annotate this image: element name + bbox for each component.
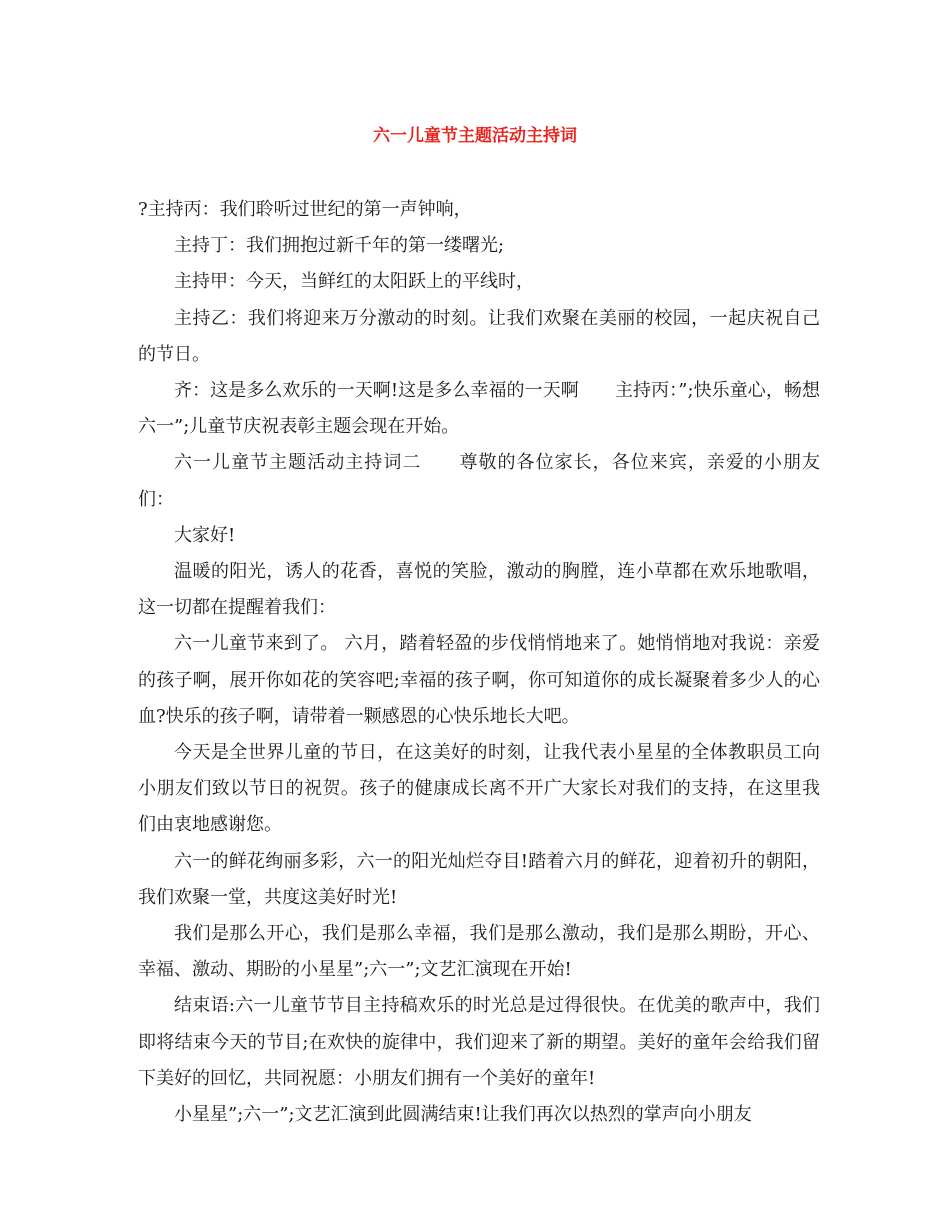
paragraph: 大家好! (174, 524, 236, 546)
paragraph: 我们是那么开心，我们是那么幸福，我们是那么激动，我们是那么期盼，开心、幸福、激动、期盼的小星星”;六一”;文艺汇演现在开始! (138, 923, 820, 981)
paragraph: 六一儿童节主题活动主持词二 尊敬的各位家长，各位来宾，亲爱的小朋友们： (138, 452, 820, 510)
paragraph: 六一儿童节来到了。 六月，踏着轻盈的步伐悄悄地来了。她悄悄地对我说：亲爱的孩子啊，展开你如花的笑容吧;幸福的孩子啊，你可知道你的成长凝聚着多少人的心血?快乐的孩子啊，请带着一颗感恩的心快乐地长大吧。 (138, 633, 820, 727)
document-body (138, 192, 820, 1133)
paragraph: 温暖的阳光，诱人的花香，喜悦的笑脸，激动的胸膛，连小草都在欢乐地歌唱，这一切都在提醒着我们： (138, 561, 820, 619)
paragraph: ?主持丙：我们聆听过世纪的第一声钟响， (138, 199, 472, 220)
paragraph: 主持丁：我们拥抱过新千年的第一缕曙光; (174, 235, 505, 257)
document-title: 六一儿童节主题活动主持词 (373, 126, 577, 146)
paragraph: 主持乙：我们将迎来万分激动的时刻。让我们欢聚在美丽的校园，一起庆祝自己的节日。 (138, 307, 820, 365)
paragraph: 齐：这是多么欢乐的一天啊!这是多么幸福的一天啊 主持丙：”;快乐童心，畅想六一”;儿童节庆祝表彰主题会现在开始。 (138, 380, 820, 438)
paragraph: 结束语:六一儿童节节目主持稿欢乐的时光总是过得很快。在优美的歌声中，我们即将结束今天的节目;在欢快的旋律中，我们迎来了新的期望。美好的童年会给我们留下美好的回忆，共同祝愿：小朋友们拥有一个美好的童年! (138, 995, 820, 1089)
paragraph: 今天是全世界儿童的节日，在这美好的时刻，让我代表小星星的全体教职员工向小朋友们致以节日的祝贺。孩子的健康成长离不开广大家长对我们的支持，在这里我们由衷地感谢您。 (138, 742, 820, 836)
paragraph: 小星星”;六一”;文艺汇演到此圆满结束!让我们再次以热烈的掌声向小朋友 (174, 1104, 752, 1126)
paragraph: 主持甲：今天，当鲜红的太阳跃上的平线时， (174, 271, 534, 293)
paragraph: 六一的鲜花绚丽多彩，六一的阳光灿烂夺目!踏着六月的鲜花，迎着初升的朝阳，我们欢聚一堂，共度这美好时光! (138, 850, 820, 908)
